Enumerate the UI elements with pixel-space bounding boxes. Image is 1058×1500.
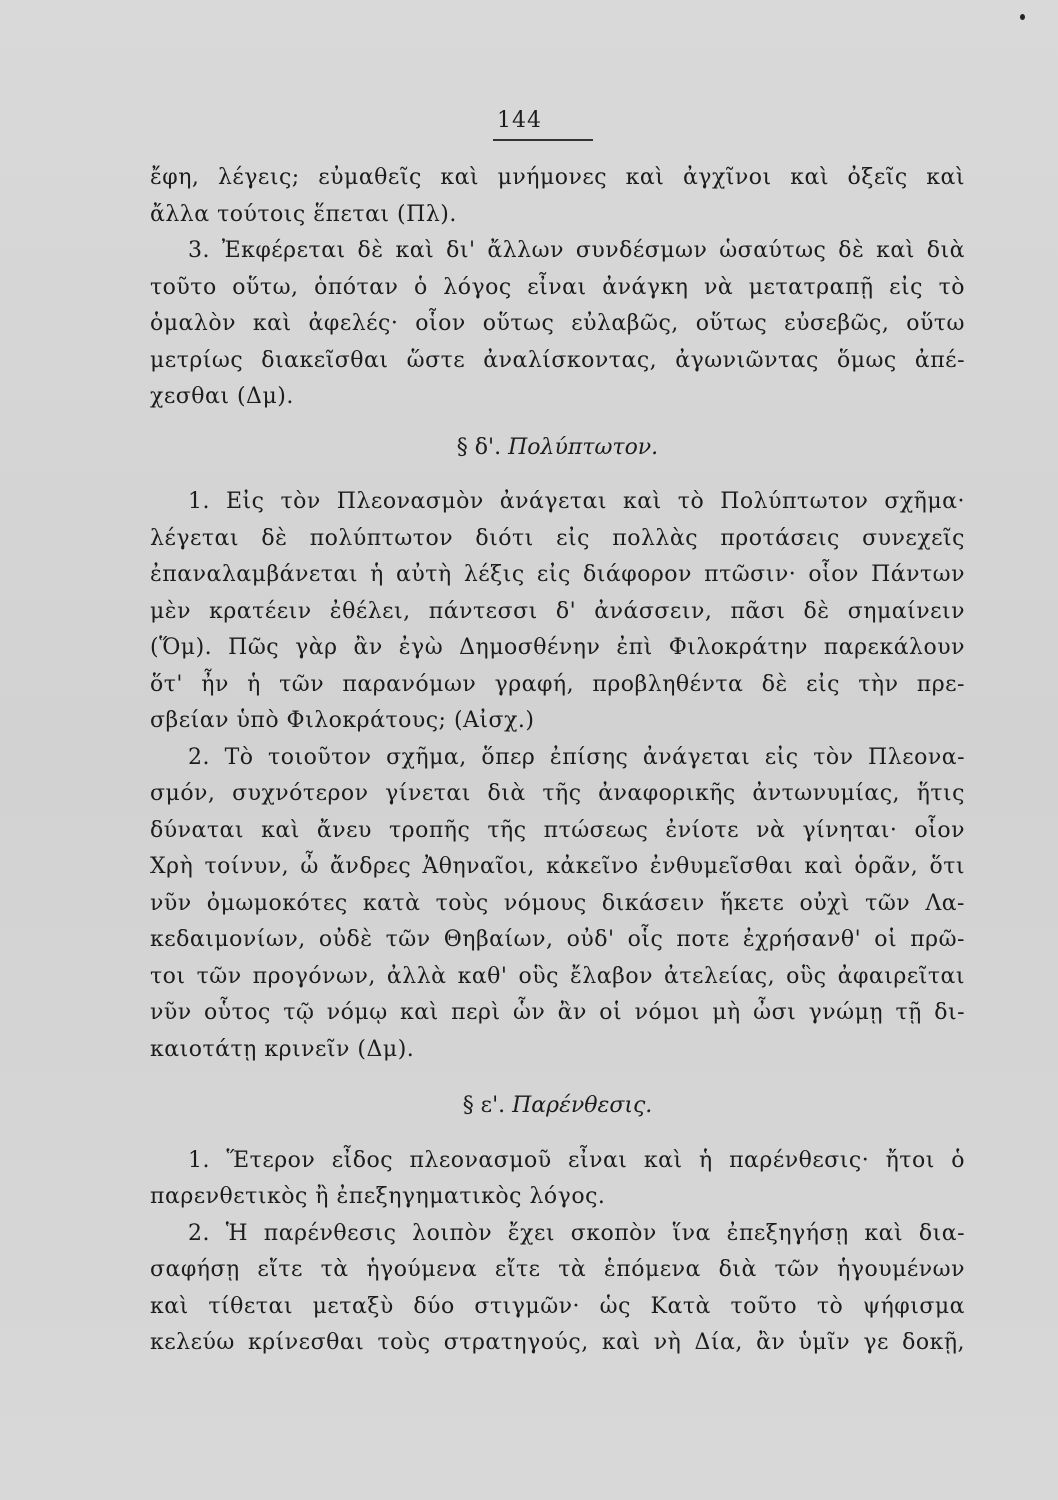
page-number: 144 (497, 108, 542, 133)
text-line: 3. Ἐκφέρεται δὲ καὶ δι' ἄλλων συνδέσμων ὡσαύτως δὲ καὶ διὰ (188, 238, 965, 263)
text-line: ὅτ' ἦν ἡ τῶν παρανόμων γραφή, προβληθέντα δὲ εἰς τὴν πρε- (150, 671, 965, 697)
text-line: μετρίως διακεῖσθαι ὥστε ἀναλίσκοντας, ἀγωνιῶντας ὅμως ἀπέ- (150, 347, 965, 373)
text-line: σαφήσῃ εἴτε τὰ ἡγούμενα εἴτε τὰ ἑπόμενα διὰ τῶν ἡγουμένων (150, 1257, 965, 1282)
section-mark: § δ'. (456, 434, 502, 460)
text-line: 2. Ἡ παρένθεσις λοιπὸν ἔχει σκοπὸν ἵνα ἐπεξηγήσῃ καὶ δια- (188, 1220, 965, 1246)
text-line: σμόν, συχνότερον γίνεται διὰ τῆς ἀναφορικῆς ἀντωνυμίας, ἥτις (150, 781, 965, 806)
text-line: λέγεται δὲ πολύπτωτον διότι εἰς πολλὰς προτάσεις συνεχεῖς (150, 525, 965, 551)
section-heading (150, 430, 965, 467)
section-heading (150, 1088, 965, 1125)
text-line: καὶ τίθεται μεταξὺ δύο στιγμῶν· ὡς Κατὰ τοῦτο τὸ ψήφισμα (150, 1293, 965, 1319)
section-mark: § ε'. (462, 1093, 506, 1118)
body-text (150, 160, 965, 1362)
text-line: καιοτάτῃ κρινεῖν (Δμ). (150, 1036, 415, 1062)
text-line: (Ὅμ). Πῶς γὰρ ἂν ἐγὼ Δημοσθένην ἐπὶ Φιλοκράτην παρεκάλουν (150, 635, 965, 660)
ink-dot (1020, 14, 1025, 20)
text-line: σβείαν ὑπὸ Φιλοκράτους; (Αἰσχ.) (150, 708, 535, 733)
text-line: ἄλλα τούτοις ἕπεται (Πλ). (150, 201, 457, 227)
text-line: Χρὴ τοίνυν, ὦ ἄνδρες Ἀθηναῖοι, κἀκεῖνο ἐνθυμεῖσθαι καὶ ὁρᾶν, ὅτι (150, 854, 965, 879)
text-line: ὁμαλὸν καὶ ἀφελές· οἷον οὕτως εὐλαβῶς, οὕτως εὐσεβῶς, οὕτω (150, 311, 965, 336)
text-line: ἐπαναλαμβάνεται ἡ αὐτὴ λέξις εἰς διάφορον πτῶσιν· οἷον Πάντων (150, 562, 965, 587)
text-line: νῦν ὀμωμοκότες κατὰ τοὺς νόμους δικάσειν ἥκετε οὐχὶ τῶν Λα- (150, 890, 965, 916)
text-line: 1. Ἕτερον εἶδος πλεονασμοῦ εἶναι καὶ ἡ παρένθεσις· ἤτοι ὁ (188, 1147, 965, 1173)
text-line: νῦν οὗτος τῷ νόμῳ καὶ περὶ ὧν ἂν οἱ νόμοι μὴ ὦσι γνώμῃ τῇ δι- (150, 1000, 965, 1025)
text-line: χεσθαι (Δμ). (150, 384, 294, 409)
text-line: τοι τῶν προγόνων, ἀλλὰ καθ' οὓς ἔλαβον ἀτελείας, οὓς ἀφαιρεῖται (150, 963, 965, 989)
text-line: κεδαιμονίων, οὐδὲ τῶν Θηβαίων, οὐδ' οἷς ποτε ἐχρήσανθ' οἱ πρῶ- (150, 927, 965, 952)
section-title: Παρένθεσις. (512, 1093, 653, 1118)
text-line: κελεύω κρίνεσθαι τοὺς στρατηγούς, καὶ νὴ Δία, ἂν ὑμῖν γε δοκῇ, (150, 1330, 965, 1355)
text-line: τοῦτο οὕτω, ὁπόταν ὁ λόγος εἶναι ἀνάγκη νὰ μετατραπῇ εἰς τὸ (150, 274, 965, 300)
text-line: δύναται καὶ ἄνευ τροπῆς τῆς πτώσεως ἐνίοτε νὰ γίνηται· οἷον (150, 817, 965, 843)
section-title: Πολύπτωτον. (508, 434, 659, 460)
text-line: παρενθετικὸς ἢ ἐπεξηγηματικὸς λόγος. (150, 1184, 606, 1209)
text-line: 2. Τὸ τοιοῦτον σχῆμα, ὅπερ ἐπίσης ἀνάγεται εἰς τὸν Πλεονα- (188, 744, 965, 770)
text-line: 1. Εἰς τὸν Πλεονασμὸν ἀνάγεται καὶ τὸ Πολύπτωτον σχῆμα· (188, 489, 965, 514)
text-line: ἔφη, λέγεις; εὐμαθεῖς καὶ μνήμονες καὶ ἀγχῖνοι καὶ ὀξεῖς καὶ (150, 165, 965, 190)
page-number-rule (493, 139, 593, 141)
text-line: μὲν κρατέειν ἐθέλει, πάντεσσι δ' ἀνάσσειν, πᾶσι δὲ σημαίνειν (150, 598, 965, 624)
